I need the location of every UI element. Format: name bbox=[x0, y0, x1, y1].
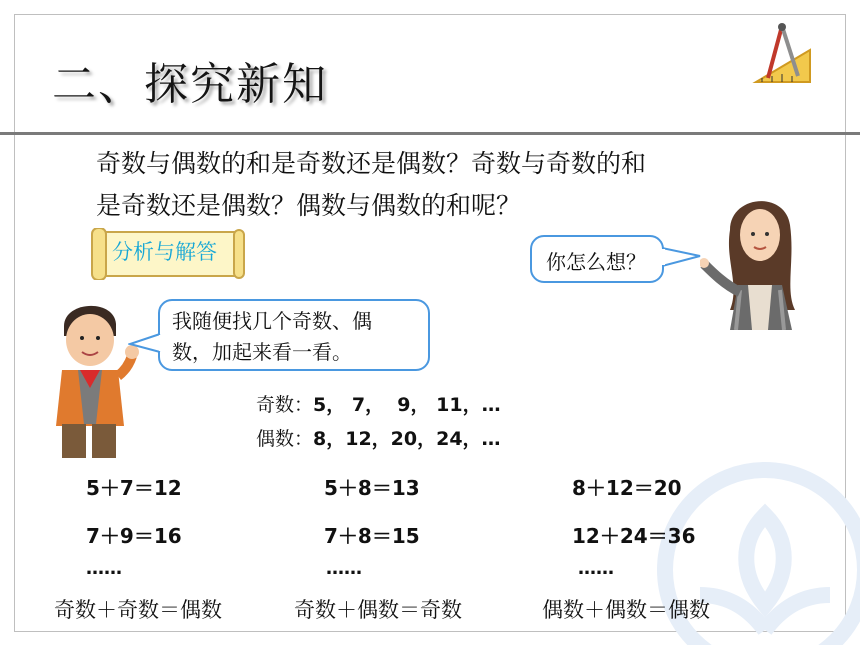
rule-odd-plus-odd: 奇数＋奇数＝偶数 bbox=[54, 598, 222, 622]
girl-speech-bubble bbox=[530, 235, 664, 283]
equation-even-even-1: 8＋12＝20 bbox=[572, 476, 682, 500]
ellipsis-col-3: …… bbox=[578, 558, 614, 579]
equation-odd-odd-1: 5＋7＝12 bbox=[86, 476, 182, 500]
page-title: 二、探究新知 bbox=[52, 59, 328, 110]
girl-illustration-icon bbox=[700, 190, 820, 330]
compass-ruler-logo-icon bbox=[748, 20, 818, 90]
girl-bubble-tail bbox=[662, 242, 702, 272]
boy-bubble-tail bbox=[128, 330, 162, 360]
boy-speech-bubble bbox=[158, 299, 430, 371]
girl-speech-text: 你怎么想？ bbox=[546, 250, 646, 274]
question-line-2: 是奇数还是偶数？偶数与偶数的和呢？ bbox=[96, 191, 522, 220]
rule-even-plus-even: 偶数＋偶数＝偶数 bbox=[542, 598, 710, 622]
rule-odd-plus-even: 奇数＋偶数＝奇数 bbox=[294, 598, 462, 622]
odd-label: 奇数： bbox=[256, 394, 314, 416]
even-values: 8，12，20，24，… bbox=[313, 428, 501, 450]
ellipsis-col-2: …… bbox=[326, 558, 362, 579]
boy-speech-line-2: 数，加起来看一看。 bbox=[172, 340, 352, 364]
question-text bbox=[96, 143, 756, 227]
odd-numbers-row bbox=[256, 390, 501, 417]
boy-speech-line-1: 我随便找几个奇数、偶 bbox=[172, 309, 372, 333]
equation-odd-odd-2: 7＋9＝16 bbox=[86, 524, 182, 548]
boy-illustration-icon bbox=[44, 296, 140, 462]
question-line-1: 奇数与偶数的和是奇数还是偶数？奇数与奇数的和 bbox=[96, 149, 647, 178]
equation-odd-even-1: 5＋8＝13 bbox=[324, 476, 420, 500]
ellipsis-col-1: …… bbox=[86, 558, 122, 579]
even-label: 偶数： bbox=[256, 428, 314, 450]
odd-values: 5， 7， 9， 11，… bbox=[313, 394, 501, 416]
scroll-label: 分析与解答 bbox=[112, 240, 217, 264]
title-divider bbox=[0, 132, 860, 135]
even-numbers-row bbox=[256, 424, 501, 451]
equation-even-even-2: 12＋24＝36 bbox=[572, 524, 696, 548]
equation-odd-even-2: 7＋8＝15 bbox=[324, 524, 420, 548]
